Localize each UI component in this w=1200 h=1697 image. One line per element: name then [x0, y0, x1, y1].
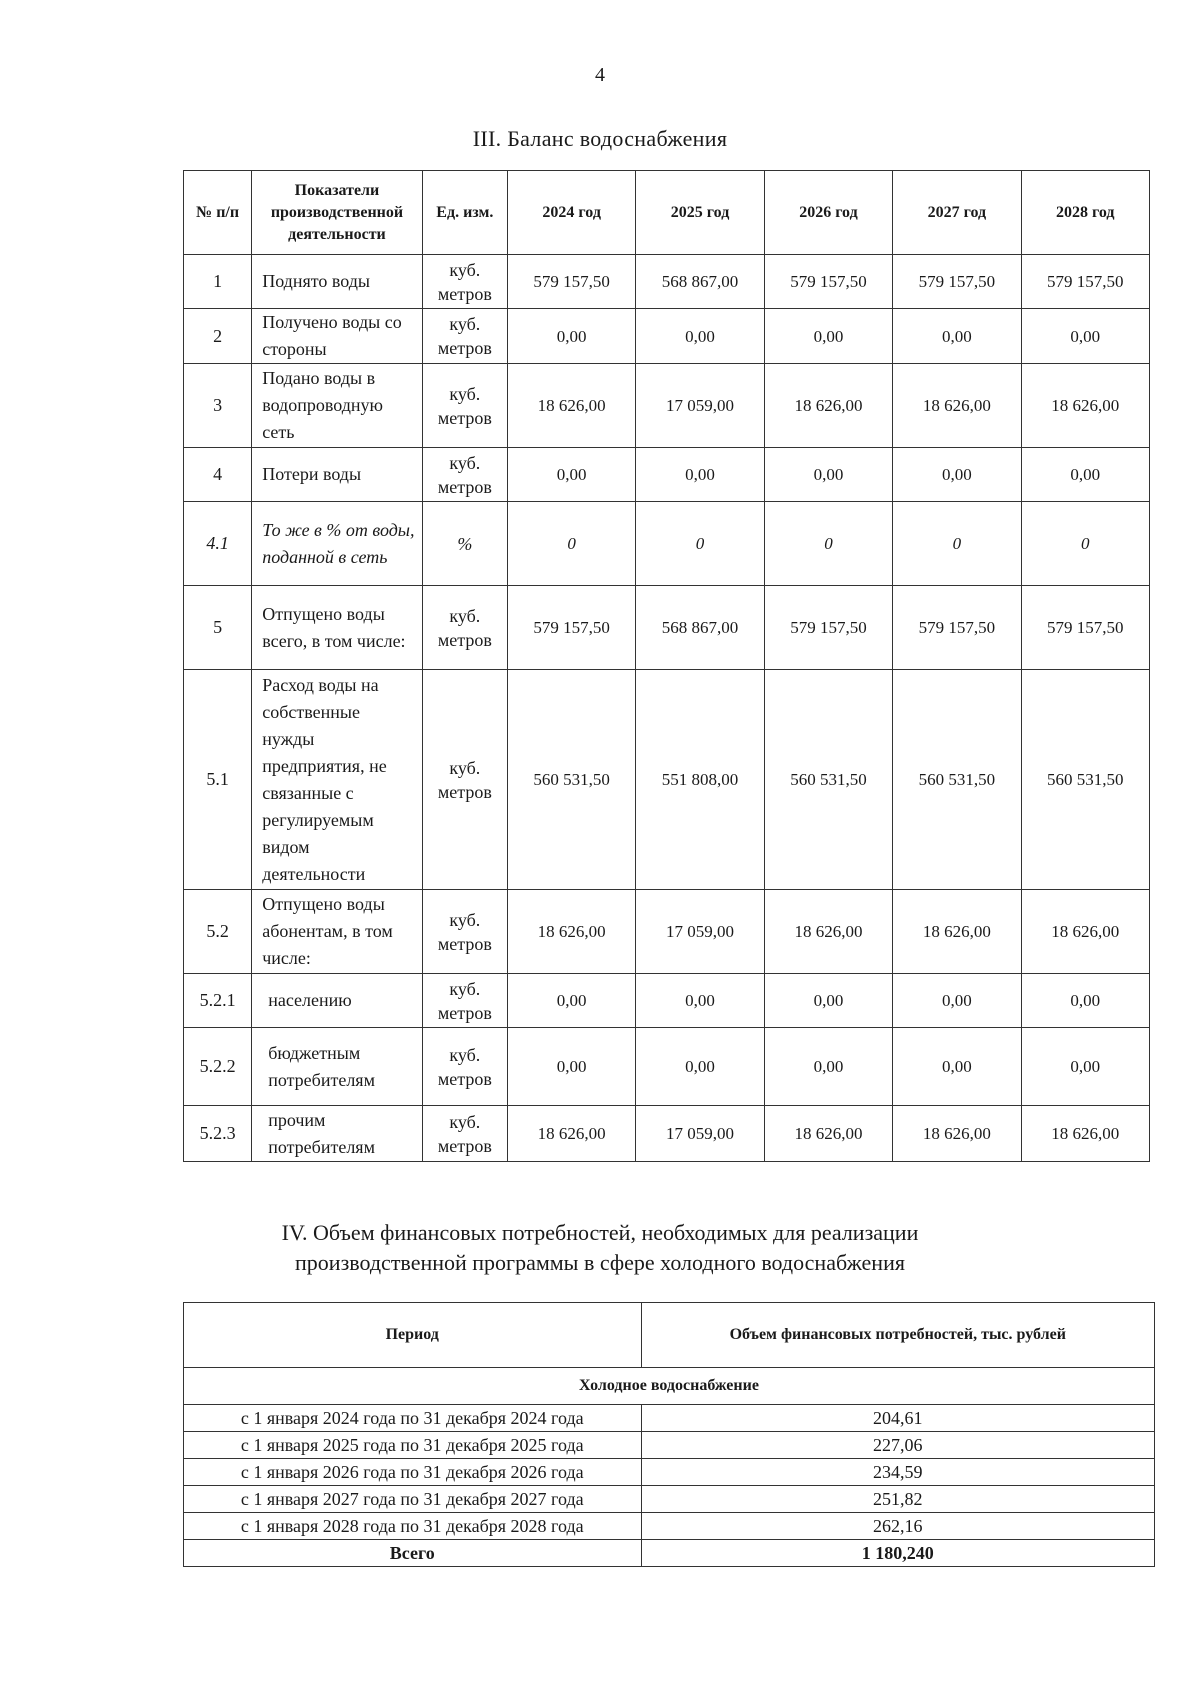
finance-amount: 227,06	[641, 1432, 1155, 1459]
row-value: 0,00	[893, 974, 1021, 1028]
row-value: 579 157,50	[507, 586, 635, 670]
row-value: 0,00	[636, 1028, 764, 1106]
row-value: 579 157,50	[764, 586, 892, 670]
row-unit: %	[422, 502, 507, 586]
row-value: 17 059,00	[636, 364, 764, 448]
row-value: 18 626,00	[893, 890, 1021, 974]
row-indicator: Потери воды	[252, 448, 423, 502]
page-number: 4	[595, 64, 605, 86]
row-unit: куб. метров	[422, 586, 507, 670]
row-unit: куб. метров	[422, 309, 507, 364]
row-value: 18 626,00	[1021, 890, 1149, 974]
row-unit: куб. метров	[422, 1028, 507, 1106]
header-period: Период	[184, 1303, 642, 1368]
row-num: 5.1	[184, 670, 252, 890]
header-amount: Объем финансовых потребностей, тыс. рублей	[641, 1303, 1155, 1368]
row-indicator: Отпущено воды всего, в том числе:	[252, 586, 423, 670]
row-indicator: бюджетным потребителям	[252, 1028, 423, 1106]
row-num: 4	[184, 448, 252, 502]
finance-period: с 1 января 2026 года по 31 декабря 2026 года	[184, 1459, 642, 1486]
row-value: 0,00	[636, 309, 764, 364]
balance-row	[184, 448, 1150, 502]
row-value: 579 157,50	[893, 586, 1021, 670]
row-unit: куб. метров	[422, 364, 507, 448]
row-value: 17 059,00	[636, 1106, 764, 1162]
row-value: 551 808,00	[636, 670, 764, 890]
row-unit: куб. метров	[422, 974, 507, 1028]
row-num: 5.2.2	[184, 1028, 252, 1106]
finance-total-row	[184, 1540, 1155, 1567]
row-value: 0,00	[507, 974, 635, 1028]
row-value: 0,00	[764, 1028, 892, 1106]
finance-period: с 1 января 2027 года по 31 декабря 2027 года	[184, 1486, 642, 1513]
finance-row	[184, 1486, 1155, 1513]
row-value: 568 867,00	[636, 255, 764, 309]
row-indicator: населению	[252, 974, 423, 1028]
finance-total-label: Всего	[184, 1540, 642, 1567]
row-value: 0	[507, 502, 635, 586]
row-value: 0,00	[764, 448, 892, 502]
finance-amount: 262,16	[641, 1513, 1155, 1540]
row-value: 17 059,00	[636, 890, 764, 974]
row-num: 2	[184, 309, 252, 364]
row-unit: куб. метров	[422, 890, 507, 974]
row-num: 5	[184, 586, 252, 670]
row-value: 0,00	[507, 309, 635, 364]
finance-period: с 1 января 2024 года по 31 декабря 2024 года	[184, 1405, 642, 1432]
row-unit: куб. метров	[422, 1106, 507, 1162]
row-num: 5.2.3	[184, 1106, 252, 1162]
row-value: 0,00	[764, 309, 892, 364]
row-value: 18 626,00	[1021, 1106, 1149, 1162]
row-value: 560 531,50	[1021, 670, 1149, 890]
row-num: 1	[184, 255, 252, 309]
row-num: 5.2	[184, 890, 252, 974]
header-num: № п/п	[184, 171, 252, 255]
row-value: 18 626,00	[507, 1106, 635, 1162]
row-value: 579 157,50	[1021, 255, 1149, 309]
row-value: 568 867,00	[636, 586, 764, 670]
row-value: 0,00	[893, 309, 1021, 364]
header-indicator: Показатели производственной деятельности	[252, 171, 423, 255]
balance-row	[184, 586, 1150, 670]
row-value: 579 157,50	[1021, 586, 1149, 670]
section-title-financial-needs	[0, 1218, 1200, 1278]
balance-row	[184, 255, 1150, 309]
section-title-water-balance: III. Баланс водоснабжения	[472, 126, 728, 151]
row-value: 560 531,50	[507, 670, 635, 890]
section-title-line-1: IV. Объем финансовых потребностей, необходимых для реализации	[281, 1220, 919, 1245]
row-value: 0,00	[636, 974, 764, 1028]
finance-row	[184, 1432, 1155, 1459]
finance-amount: 204,61	[641, 1405, 1155, 1432]
finance-row	[184, 1513, 1155, 1540]
row-value: 18 626,00	[507, 890, 635, 974]
finance-amount: 251,82	[641, 1486, 1155, 1513]
balance-row	[184, 974, 1150, 1028]
row-value: 0,00	[1021, 448, 1149, 502]
row-value: 0,00	[636, 448, 764, 502]
row-value: 0	[1021, 502, 1149, 586]
row-indicator: Отпущено воды абонентам, в том числе:	[252, 890, 423, 974]
row-value: 560 531,50	[764, 670, 892, 890]
row-value: 18 626,00	[764, 890, 892, 974]
header-year-2024: 2024 год	[507, 171, 635, 255]
row-value: 18 626,00	[507, 364, 635, 448]
row-value: 579 157,50	[507, 255, 635, 309]
balance-row	[184, 1106, 1150, 1162]
balance-row	[184, 670, 1150, 890]
header-year-2027: 2027 год	[893, 171, 1021, 255]
row-indicator: прочим потребителям	[252, 1106, 423, 1162]
header-year-2026: 2026 год	[764, 171, 892, 255]
row-value: 0	[636, 502, 764, 586]
row-value: 560 531,50	[893, 670, 1021, 890]
row-value: 0	[764, 502, 892, 586]
row-num: 5.2.1	[184, 974, 252, 1028]
row-indicator: То же в % от воды, поданной в сеть	[252, 502, 423, 586]
header-year-2025: 2025 год	[636, 171, 764, 255]
row-indicator: Поднято воды	[252, 255, 423, 309]
section-title-line-2: производственной программы в сфере холодного водоснабжения	[295, 1250, 905, 1275]
row-num: 3	[184, 364, 252, 448]
row-value: 18 626,00	[893, 364, 1021, 448]
finance-row	[184, 1405, 1155, 1432]
balance-row	[184, 364, 1150, 448]
row-value: 0,00	[1021, 1028, 1149, 1106]
row-value: 18 626,00	[764, 364, 892, 448]
row-value: 579 157,50	[893, 255, 1021, 309]
finance-period: с 1 января 2025 года по 31 декабря 2025 года	[184, 1432, 642, 1459]
balance-row	[184, 502, 1150, 586]
row-value: 18 626,00	[1021, 364, 1149, 448]
row-value: 18 626,00	[764, 1106, 892, 1162]
row-value: 0,00	[764, 974, 892, 1028]
finance-total-value: 1 180,240	[641, 1540, 1155, 1567]
financial-needs-table	[183, 1302, 1155, 1567]
row-value: 0,00	[507, 1028, 635, 1106]
finance-row	[184, 1459, 1155, 1486]
row-value: 0,00	[1021, 974, 1149, 1028]
header-year-2028: 2028 год	[1021, 171, 1149, 255]
balance-row	[184, 309, 1150, 364]
row-indicator: Получено воды со стороны	[252, 309, 423, 364]
row-indicator: Подано воды в водопроводную сеть	[252, 364, 423, 448]
row-unit: куб. метров	[422, 255, 507, 309]
row-num: 4.1	[184, 502, 252, 586]
row-value: 18 626,00	[893, 1106, 1021, 1162]
row-indicator: Расход воды на собственные нужды предприятия, не связанные с регулируемым видом деятельности	[252, 670, 423, 890]
finance-amount: 234,59	[641, 1459, 1155, 1486]
row-value: 0	[893, 502, 1021, 586]
subheader-cold-water: Холодное водоснабжение	[184, 1368, 1155, 1405]
row-unit: куб. метров	[422, 670, 507, 890]
water-balance-table	[183, 170, 1150, 1162]
header-unit: Ед. изм.	[422, 171, 507, 255]
row-value: 0,00	[893, 448, 1021, 502]
row-value: 579 157,50	[764, 255, 892, 309]
balance-row	[184, 890, 1150, 974]
finance-period: с 1 января 2028 года по 31 декабря 2028 года	[184, 1513, 642, 1540]
row-value: 0,00	[507, 448, 635, 502]
balance-row	[184, 1028, 1150, 1106]
row-unit: куб. метров	[422, 448, 507, 502]
row-value: 0,00	[893, 1028, 1021, 1106]
row-value: 0,00	[1021, 309, 1149, 364]
